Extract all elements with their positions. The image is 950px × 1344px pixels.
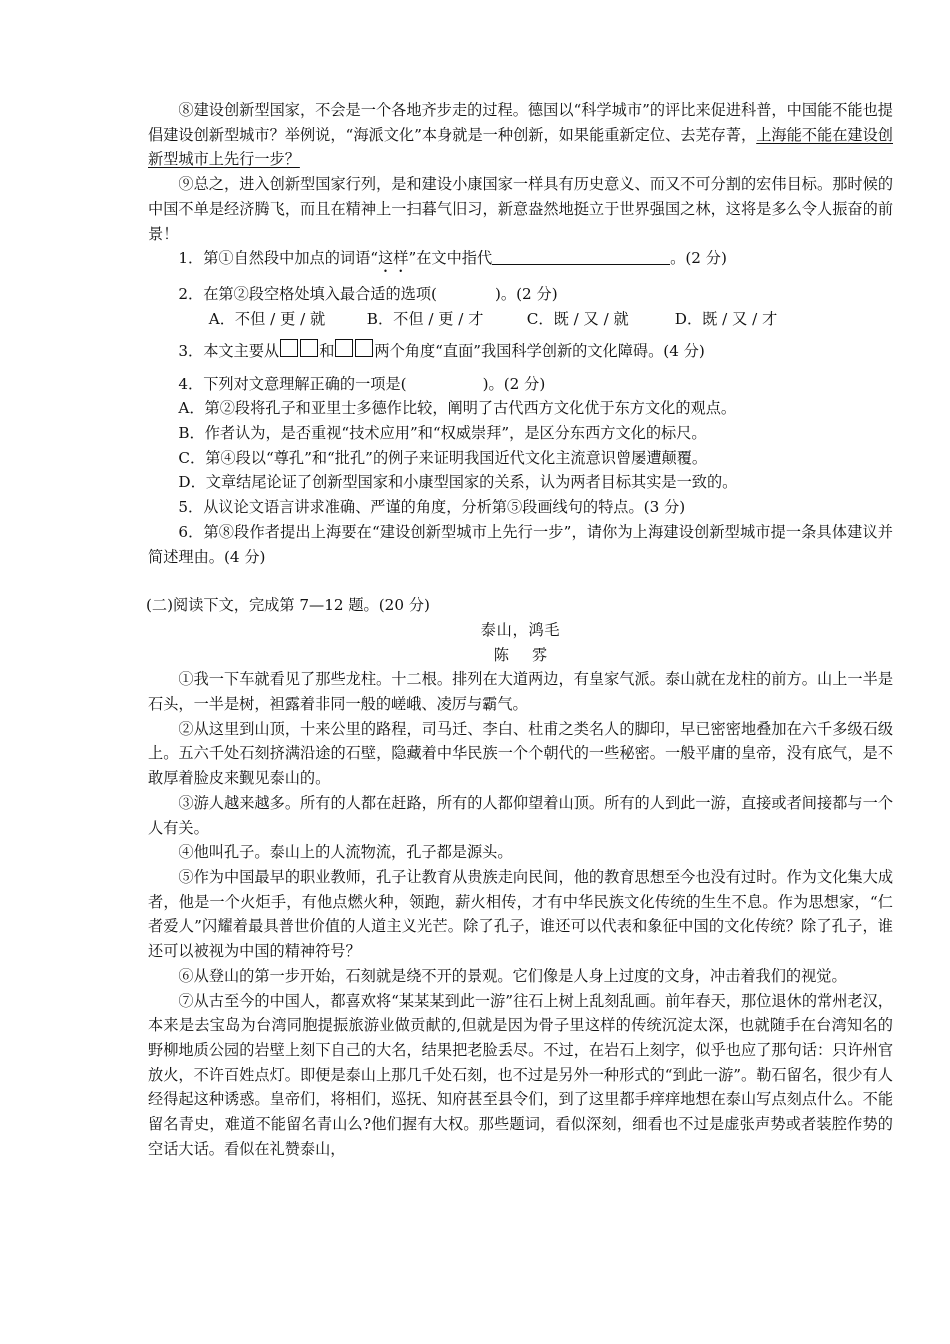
spacer <box>148 569 893 593</box>
q4-option-a: A．第②段将孔子和亚里士多德作比较，阐明了古代西方文化优于东方文化的观点。 <box>178 399 737 418</box>
question-6: 6．第⑧段作者提出上海要在“建设创新型城市上先行一步”，请你为上海建设创新型城市提一条具体建议并简述理由。(4 分) <box>148 522 893 566</box>
q2-prefix: 2．在第②段空格处填入最合适的选项( <box>178 285 437 304</box>
article-paragraph: ③游人越来越多。所有的人都在赶路，所有的人都仰望着山顶。所有的人到此一游，直接或者间接都与一个人有关。 <box>148 793 893 837</box>
question-1 <box>148 246 893 276</box>
paragraph-8-text: ⑧建设创新型国家，不会是一个各地齐步走的过程。德国以“科学城市”的评比来促进科普，中国能不能也提倡建设创新型城市？举例说，“海派文化”本身就是一种创新，如果能重新定位、去芜存菁， <box>148 101 893 144</box>
article-author: 陈 雰 <box>493 645 557 664</box>
answer-box[interactable] <box>300 339 318 357</box>
article-paragraph: ⑥从登山的第一步开始，石刻就是绕不开的景观。它们像是人身上过度的文身，冲击着我们的视觉。 <box>178 966 847 985</box>
underlined-sentence: 上海能不能在建设创新型城市上先行一步？ <box>148 125 893 169</box>
answer-box[interactable] <box>280 339 298 357</box>
exam-page <box>148 98 893 1161</box>
article-paragraph: ④他叫孔子。泰山上的人流物流，孔子都是源头。 <box>178 843 513 862</box>
option-a: A．不但 / 更 / 就 <box>208 309 326 328</box>
q1-prefix: 1．第①自然段中加点的词语“ <box>178 249 379 268</box>
article-paragraph: ⑤作为中国最早的职业教师，孔子让教育从贵族走向民间，他的教育思想至今也没有过时。作为文化集大成者，他是一个火炬手，有他点燃火种，领跑，薪火相传，才有中华民族文化传统的生生不息。作为思想家，“仁者爱人”闪耀着最具普世价值的人道主义光芒。除了孔子，谁还可以代表和象征中国的文化传统？除了孔子，谁还可以被视为中国的精神符号？ <box>148 867 893 961</box>
section-heading: (二)阅读下文，完成第 7—12 题。(20 分) <box>146 596 430 615</box>
q2-suffix: )。(2 分) <box>494 285 558 304</box>
question-2 <box>148 282 893 307</box>
q1-suffix: 。(2 分) <box>670 249 727 268</box>
dotted-word: 这样 <box>378 249 409 268</box>
answer-box[interactable] <box>335 339 353 357</box>
q3-middle: 和 <box>319 341 335 360</box>
article-paragraph: ②从这里到山顶，十来公里的路程，司马迁、李白、杜甫之类名人的脚印，早已密密地叠加在六千多级石级上。五六千处石刻挤满沿途的石壁，隐藏着中华民族一个个朝代的一些秘密。一般平庸的皇帝，没有底气，是不敢厚着脸皮来觐见泰山的。 <box>148 719 893 788</box>
q4-option-d: D．文章结尾论证了创新型国家和小康型国家的关系，认为两者目标其实是一致的。 <box>178 473 738 492</box>
q4-option-c: C．第④段以“尊孔”和“批孔”的例子来证明我国近代文化主流意识曾屡遭颠覆。 <box>178 448 708 467</box>
article-paragraph: ①我一下车就看见了那些龙柱。十二根。排列在大道两边，有皇家气派。泰山就在龙柱的前方。山上一半是石头，一半是树，袒露着非同一般的嵯峨、凌厉与霸气。 <box>148 670 893 714</box>
answer-box[interactable] <box>355 339 373 357</box>
q3-suffix: 两个角度“直面”我国科学创新的文化障碍。(4 分) <box>374 341 705 360</box>
option-c: C．既 / 又 / 就 <box>526 309 629 328</box>
q4-option-b: B．作者认为，是否重视“技术应用”和“权威崇拜”，是区分东西方文化的标尺。 <box>178 424 707 443</box>
q3-prefix: 3．本文主要从 <box>178 341 280 360</box>
paragraph-9: ⑨总之，进入创新型国家行列，是和建设小康国家一样具有历史意义、而又不可分割的宏伟目标。那时候的中国不单是经济腾飞，而且在精神上一扫暮气旧习，新意盎然地挺立于世界强国之林，这将是多么令人振奋的前景！ <box>148 175 893 243</box>
q4-prefix: 4．下列对文意理解正确的一项是( <box>178 374 407 393</box>
q4-suffix: )。(2 分) <box>482 374 546 393</box>
answer-blank[interactable] <box>492 250 670 265</box>
question-5: 5．从议论文语言讲求准确、严谨的角度，分析第⑤段画线句的特点。(3 分) <box>178 498 686 517</box>
paragraph-8 <box>148 98 893 172</box>
question-2-options <box>148 307 893 332</box>
article-paragraph: ⑦从古至今的中国人，都喜欢将“某某某到此一游”往石上树上乱刻乱画。前年春天，那位退休的常州老汉，本来是去宝岛为台湾同胞提振旅游业做贡献的,但就是因为骨子里这样的传统沉淀太深，也就随手在台湾知名的野柳地质公园的岩壁上刻下自己的大名，结果把老脸丢尽。不过，在岩石上刻字，似乎也应了那句话：只许州官放火，不许百姓点灯。即便是泰山上那几千处石刻，也不过是另外一种形式的“到此一游”。勒石留名，很少有人经得起这种诱惑。皇帝们，将相们，巡抚、知府甚至县令们，到了这里都手痒痒地想在泰山写点刻点什么。不能留名青史，难道不能留名青山么?他们握有大权。那些题词，看似深刻，细看也不过是虚张声势或者装腔作势的空话大话。看似在礼赞泰山， <box>148 991 893 1158</box>
question-3 <box>148 334 893 368</box>
question-4 <box>148 372 893 397</box>
q1-middle: ”在文中指代 <box>408 249 493 268</box>
option-d: D．既 / 又 / 才 <box>674 309 778 328</box>
article-title: 泰山，鸿毛 <box>480 620 561 639</box>
option-b: B．不但 / 更 / 才 <box>366 309 484 328</box>
